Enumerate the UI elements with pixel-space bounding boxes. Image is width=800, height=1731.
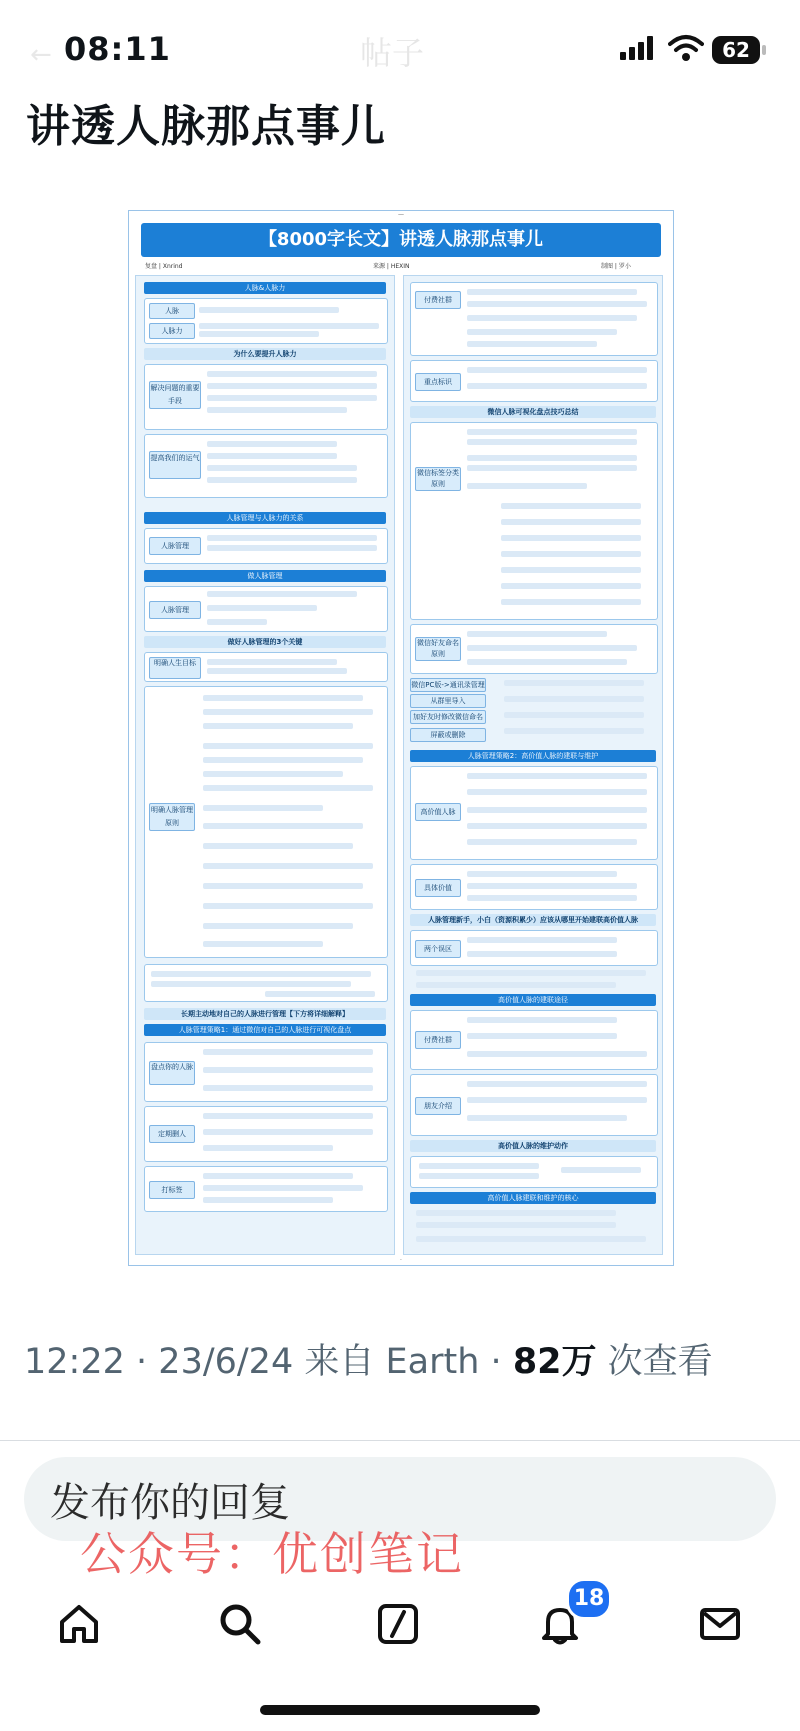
- node-label: 明确人生目标: [149, 657, 201, 679]
- content-card: [144, 528, 388, 564]
- watermark-text: 公众号：优创笔记: [80, 1527, 464, 1581]
- section-header: 人脉管理新手，小白（资源积累少）应该从哪里开始建联高价值人脉: [410, 914, 656, 926]
- node-label: 朋友介绍: [415, 1097, 461, 1115]
- content-card: [410, 864, 658, 910]
- image-author-right: 制图 | 罗小: [601, 263, 631, 270]
- tab-home[interactable]: [47, 1592, 111, 1656]
- node-label: 微信好友命名原则: [415, 637, 461, 661]
- node-label: 重点标识: [415, 373, 461, 391]
- notification-badge: 18: [566, 1578, 612, 1620]
- wifi-icon: [668, 34, 704, 62]
- content-card: [144, 686, 388, 958]
- battery-tip: [762, 45, 766, 55]
- node-label: 加好友时修改微信命名: [410, 710, 486, 724]
- reply-placeholder: 发布你的回复: [50, 1480, 290, 1526]
- content-card: [410, 930, 658, 966]
- section-header: 人脉管理策略2：高价值人脉的建联与维护: [410, 750, 656, 762]
- meta-separator: ·: [136, 1342, 148, 1382]
- content-card: [144, 364, 388, 430]
- content-card: [144, 1106, 388, 1162]
- node-label: 定期删人: [149, 1125, 195, 1143]
- post-meta: [24, 1335, 784, 1389]
- faint-page-title: 帖子: [360, 34, 425, 72]
- tab-compose[interactable]: [366, 1592, 430, 1656]
- image-footer-mark: ·: [400, 1257, 402, 1264]
- content-card: [410, 624, 658, 674]
- content-card: [144, 586, 388, 632]
- post-date: 23/6/24: [158, 1342, 294, 1382]
- content-card: [144, 434, 388, 498]
- image-meta-row: [145, 261, 657, 271]
- node-label: 付费社群: [415, 1031, 461, 1049]
- image-right-column: [403, 275, 663, 1255]
- section-header: 高价值人脉的建联途径: [410, 994, 656, 1006]
- divider: [0, 1440, 800, 1441]
- section-header: 微信人脉可视化盘点技巧总结: [410, 406, 656, 418]
- bottom-tab-bar: [0, 1580, 800, 1700]
- section-header: 人脉管理策略1：通过微信对自己的人脉进行可视化盘点: [144, 1024, 386, 1036]
- node-label: 付费社群: [415, 291, 461, 309]
- tab-search[interactable]: [208, 1592, 272, 1656]
- search-icon: [218, 1602, 262, 1646]
- compose-icon: [376, 1602, 420, 1646]
- image-author-left: 复盘 | Xnrind: [145, 263, 183, 270]
- post-from-prefix: 来自: [304, 1342, 375, 1382]
- node-label: 明确人脉管理原则: [149, 803, 195, 831]
- view-label: 次查看: [607, 1342, 713, 1382]
- node-label: 微信标签分类原则: [415, 467, 461, 491]
- content-card: [144, 1166, 388, 1212]
- section-header: 长期主动地对自己的人脉进行管理【下方将详细解释】: [144, 1008, 386, 1020]
- section-header: 高价值人脉的维护动作: [410, 1140, 656, 1152]
- node-label: 微信PC版->通讯录管理: [410, 678, 486, 692]
- content-card: [410, 422, 658, 620]
- node-label: 人脉: [149, 303, 195, 319]
- section-header: 高价值人脉建联和维护的核心: [410, 1192, 656, 1204]
- meta-separator: ·: [490, 1342, 502, 1382]
- post-image[interactable]: [128, 210, 674, 1266]
- node-label: 两个误区: [415, 940, 461, 958]
- battery-icon: 62: [712, 36, 760, 64]
- image-left-column: [135, 275, 395, 1255]
- node-label: 人脉管理: [149, 601, 201, 619]
- image-banner: 【8000字长文】讲透人脉那点事儿: [141, 223, 661, 257]
- node-label: 人脉力: [149, 323, 195, 339]
- post-title: 讲透人脉那点事儿: [26, 101, 386, 152]
- node-label: 盘点你的人脉: [149, 1061, 195, 1085]
- content-card: [144, 652, 388, 682]
- status-time: 08:11: [64, 30, 171, 68]
- content-card: [144, 964, 388, 1002]
- section-header: 为什么要提升人脉力: [144, 348, 386, 360]
- section-header: 做人脉管理: [144, 570, 386, 582]
- image-top-mark: —: [398, 211, 404, 218]
- view-count: 82万: [512, 1342, 597, 1382]
- post-time: 12:22: [24, 1342, 125, 1382]
- home-icon: [57, 1602, 101, 1646]
- node-label: 具体价值: [415, 879, 461, 897]
- status-bar: [0, 0, 800, 100]
- section-header: 人脉管理与人脉力的关系: [144, 512, 386, 524]
- messages-icon: [698, 1602, 742, 1646]
- back-arrow-icon[interactable]: ←: [30, 40, 52, 70]
- node-label: 解决问题的重要手段: [149, 381, 201, 409]
- content-card: [410, 1074, 658, 1136]
- node-label: 提高我们的运气: [149, 451, 201, 479]
- cellular-signal-icon: [620, 36, 656, 60]
- content-card: [410, 1010, 658, 1070]
- node-label: 屏蔽或删除: [410, 728, 486, 742]
- node-label: 人脉管理: [149, 537, 201, 555]
- tab-messages[interactable]: [688, 1592, 752, 1656]
- content-card: [144, 298, 388, 344]
- section-header: 人脉&人脉力: [144, 282, 386, 294]
- home-indicator[interactable]: [260, 1705, 540, 1715]
- node-label: 打标签: [149, 1181, 195, 1199]
- node-label: 高价值人脉: [415, 803, 461, 821]
- section-header: 做好人脉管理的3个关键: [144, 636, 386, 648]
- content-card: [410, 360, 658, 402]
- content-card: [410, 282, 658, 356]
- content-card: [144, 1042, 388, 1102]
- post-source: Earth: [385, 1342, 480, 1382]
- image-source: 来源 | HEXIN: [373, 263, 410, 270]
- content-card: [410, 766, 658, 860]
- node-label: 从群里导入: [410, 694, 486, 708]
- content-card: [410, 1156, 658, 1188]
